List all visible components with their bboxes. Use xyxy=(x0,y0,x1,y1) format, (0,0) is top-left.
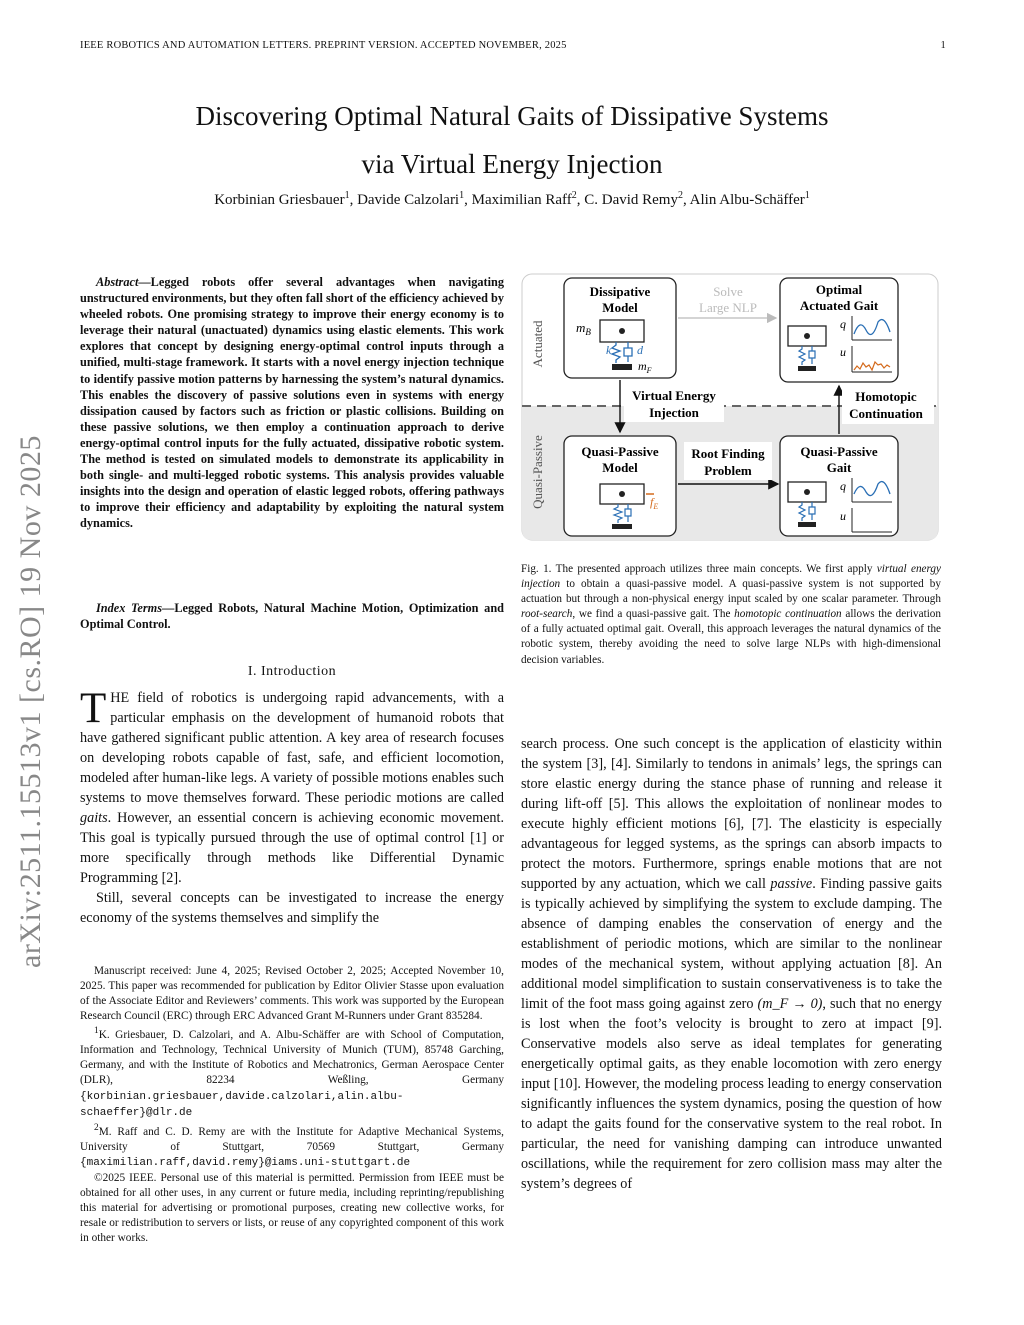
caption-text: to obtain a quasi-passive model. A quasi-passive system is not supported by actuation but through a non-physical energy input scaled by one scalar parameter. Through xyxy=(521,578,941,606)
root-label-2: Problem xyxy=(704,463,752,478)
footnote-aff2-text: M. Raff and C. D. Remy are with the Institute for Adaptive Mechanical Systems, University of Stuttgart, 70569 Stuttgart, Germany xyxy=(80,1125,504,1153)
caption-label: Fig. 1. xyxy=(521,563,552,575)
box-qp-model-title-1: Quasi-Passive xyxy=(581,444,659,459)
root-label-1: Root Finding xyxy=(691,446,765,461)
intro-p1: field of robotics is undergoing rapid advancements, with a particular emphasis on the development of humanoid robots that have gathered significant public attention. A key area of research focuses on developing robots capable of fast, safe, and efficient locomotion, modeled after human-like legs. A variety of possible motions enables such systems to move themselves forward. These periodic motions are called xyxy=(80,690,504,806)
box-dissipative-title-1: Dissipative xyxy=(589,284,651,299)
intro-p2: Still, several concepts can be investigated to increase the energy economy of the systems themselves and simplify the xyxy=(80,890,504,926)
symbol-mF: $m_F$ xyxy=(638,359,652,375)
body-text: . Finding passive gaits is typically achieved by simplifying the system to exclude damping. The absence of damping enables the conservation of energy and the establishment of periodic motions, which are similar to the nonlinear modes of the mechanical system, without applying actuation [8]. An additional model simplification to sustain conservativeness is to take the limit of the foot mass going against zero xyxy=(521,876,942,1012)
author: Korbinian Griesbauer xyxy=(214,192,345,208)
body-text: , such that no energy is lost when the foot’s velocity is brought to zero at impact [9]. Conservative models also serve as ideal templates for generating energetically optimal gaits, as they enable locomotion with zero energy input [10]. However, the modeling process leading to energy conservation significantly influences the system dynamics, posing the question of how to adapt the gaits found for the conservative system to the real robot. In particular, the need for vanishing damping can introduce unwanted oscillations, while the requirement for zero collision mass may alter the system’s degrees of xyxy=(521,996,942,1192)
author-affiliation-mark: 1 xyxy=(459,190,465,201)
drop-cap: T xyxy=(80,685,107,732)
author-list: Korbinian Griesbauer$^1$, Davide Calzolari$^1$, Maximilian Raff$^2$, C. David Remy$^2$, Alin Albu-Schäffer$^1$ xyxy=(214,190,810,208)
intro-text xyxy=(80,685,504,928)
running-header xyxy=(80,40,946,51)
footnote-mark: 2 xyxy=(94,1122,99,1133)
intro-p1-start: HE xyxy=(110,690,130,706)
homotopic-label-1: Homotopic xyxy=(855,389,917,404)
symbol-k: k xyxy=(606,343,612,357)
section-heading: I. Introduction xyxy=(247,664,337,679)
symbol-u-optimal: u xyxy=(840,345,846,359)
caption-emphasis: root-search xyxy=(521,608,573,621)
caption-text: The presented approach utilizes three main concepts. We first apply xyxy=(551,563,877,575)
caption-emphasis: virtual energy injection xyxy=(521,563,941,591)
intro-p1-end: . However, an essential concern is achieving economic movement. This goal is typically pursued through the use of optimal control [1] or more specifically through methods like Differential Dynamic Programming [2]. xyxy=(80,810,504,886)
footnote-manuscript: Manuscript received: June 4, 2025; Revised October 2, 2025; Accepted November 10, 2025. This paper was recommended for publication by Editor Olivier Stasse upon evaluation of the Associate Editor and Reviewers’ comments. This work was supported by the European Research Council (ERC) through ERC Advanced Grant M-Runners under Grant 835284. xyxy=(80,965,504,1023)
abstract-label: Abstract xyxy=(96,275,139,289)
footnote-mark: 1 xyxy=(94,1026,99,1037)
author: C. David Remy xyxy=(584,192,678,208)
arxiv-stamp: arXiv:2511.15513v1 [cs.RO] 19 Nov 2025 xyxy=(14,435,47,968)
caption-text: , we find a quasi-passive gait. The xyxy=(572,608,735,621)
box-dissipative-title-2: Model xyxy=(602,300,638,315)
figure-1 xyxy=(520,272,940,542)
footnote-aff1-text: K. Griesbauer, D. Calzolari, and A. Albu-Schäffer are with School of Computation, Information and Technology, Technical University of Munich (TUM), 85748 Garching, Germany, and with the Institute of Robotics and Mechatronics, German Aerospace Center (DLR), 82234 Weßling, Germany xyxy=(80,1029,504,1087)
author: Maximilian Raff xyxy=(471,192,572,208)
footnote-copyright: ©2025 IEEE. Personal use of this material is permitted. Permission from IEEE must be obtained for all other uses, in any current or future media, including reprinting/republishing this material for advertising or promotional purposes, creating new collective works, for resale or redistribution to servers or lists, or reuse of any copyrighted component of this work in other works. xyxy=(80,1171,504,1245)
running-title: IEEE ROBOTICS AND AUTOMATION LETTERS. PREPRINT VERSION. ACCEPTED NOVEMBER, 2025 xyxy=(80,40,567,51)
intro-p1-em: gaits xyxy=(80,810,108,826)
footnotes xyxy=(80,964,504,1246)
caption-emphasis: homotopic continuation xyxy=(734,608,842,621)
footnote-affiliation-2 xyxy=(80,1121,504,1171)
abstract-text: —Legged robots offer several advantages when navigating unstructured environments, but they often fall short of the efficiency achieved by wheeled robots. One promising strategy to improve their energy economy is to leverage their natural (unactuated) dynamics using elastic elements. This work explores that concept by designing energy-optimal control inputs through a unified, multi-stage framework. It starts with a novel energy injection technique to identify passive motion patterns by harnessing the system’s natural dynamics. This enables the discovery of passive solutions even in systems with energy dissipation caused by factors such as friction or plastic collisions. Building on these passive solutions, we then employ a continuation approach to derive energy-optimal control inputs for the fully actuated, dissipative robotic system. The method is tested on simulated models to demonstrate its applicability in both single- and multi-legged robotic systems. This analysis provides valuable insights into the design and operation of elastic legged robots, offering pathways to improve their efficiency and adaptability by exploiting the natural system dynamics. xyxy=(80,275,504,531)
abstract xyxy=(80,274,504,532)
box-optimal-title-2: Actuated Gait xyxy=(799,298,879,313)
index-terms xyxy=(80,600,504,632)
box-qp-gait-title-1: Quasi-Passive xyxy=(800,444,878,459)
vei-label-1: Virtual Energy xyxy=(632,388,716,403)
footnote-aff1-email: {korbinian.griesbauer,davide.calzolari,alin.albu-schaeffer}@dlr.de xyxy=(80,1090,404,1119)
symbol-d: d xyxy=(637,343,643,357)
vei-label-2: Injection xyxy=(649,405,699,420)
symbol-fE: $f_E$ xyxy=(650,495,659,511)
footnote-aff2-email: {maximilian.raff,david.remy}@iams.uni-stuttgart.de xyxy=(80,1156,411,1169)
box-optimal-title-1: Optimal xyxy=(815,282,863,297)
author: Davide Calzolari xyxy=(357,192,460,208)
author-affiliation-mark: 2 xyxy=(677,190,683,201)
solve-nlp-label-1: Solve xyxy=(713,284,743,299)
page-number: 1 xyxy=(940,40,946,51)
symbol-u-qp: u xyxy=(840,509,846,523)
index-terms-text: —Legged Robots, Natural Machine Motion, Optimization and Optimal Control. xyxy=(80,601,504,632)
box-qp-gait-title-2: Gait xyxy=(826,460,852,475)
symbol-mB: $m_B$ xyxy=(576,320,591,337)
paper-title xyxy=(60,92,964,188)
author-affiliation-mark: 1 xyxy=(804,190,810,201)
figure-1-diagram xyxy=(520,272,940,542)
author-affiliation-mark: 1 xyxy=(344,190,350,201)
homotopic-label-2: Continuation xyxy=(849,406,923,421)
title-line-2: via Virtual Energy Injection xyxy=(361,149,663,179)
box-qp-model-title-2: Model xyxy=(602,460,638,475)
caption-text: allows the derivation of a fully actuated optimal gait. Overall, this approach leverages the natural dynamics of the robotic system, thereby avoiding the need to solve large NLPs with high-dimensional decision variables. xyxy=(521,608,941,666)
index-terms-label: Index Terms xyxy=(96,601,163,615)
author: Alin Albu-Schäffer xyxy=(689,192,805,208)
figure-caption xyxy=(521,562,941,668)
symbol-q-optimal: q xyxy=(840,317,846,331)
inline-math: (m_F → 0) xyxy=(757,996,823,1012)
body-text: search process. One such concept is the application of elasticity within the system [3], [4]. Similarly to tendons in animals’ legs, the springs can store elastic energy during the stance phase of running and release it during lift-off [5]. This allows the exploitation of nonlinear modes to execute highly efficient motions [6], [7]. The elasticity is especially advantageous for legged systems, as the springs can absorb impacts to protect the motors. Furthermore, springs enable motions that are not supported by any actuation, which we call xyxy=(521,736,942,892)
title-line-1: Discovering Optimal Natural Gaits of Dissipative Systems xyxy=(195,101,829,131)
symbol-q-qp: q xyxy=(840,479,846,493)
right-column-text xyxy=(521,734,942,1194)
side-label-quasi-passive: Quasi-Passive xyxy=(530,435,545,509)
solve-nlp-label-2: Large NLP xyxy=(699,300,757,315)
footnote-affiliation-1 xyxy=(80,1024,504,1120)
author-affiliation-mark: 2 xyxy=(571,190,577,201)
body-emphasis: passive xyxy=(770,876,813,892)
side-label-actuated: Actuated xyxy=(530,320,545,368)
